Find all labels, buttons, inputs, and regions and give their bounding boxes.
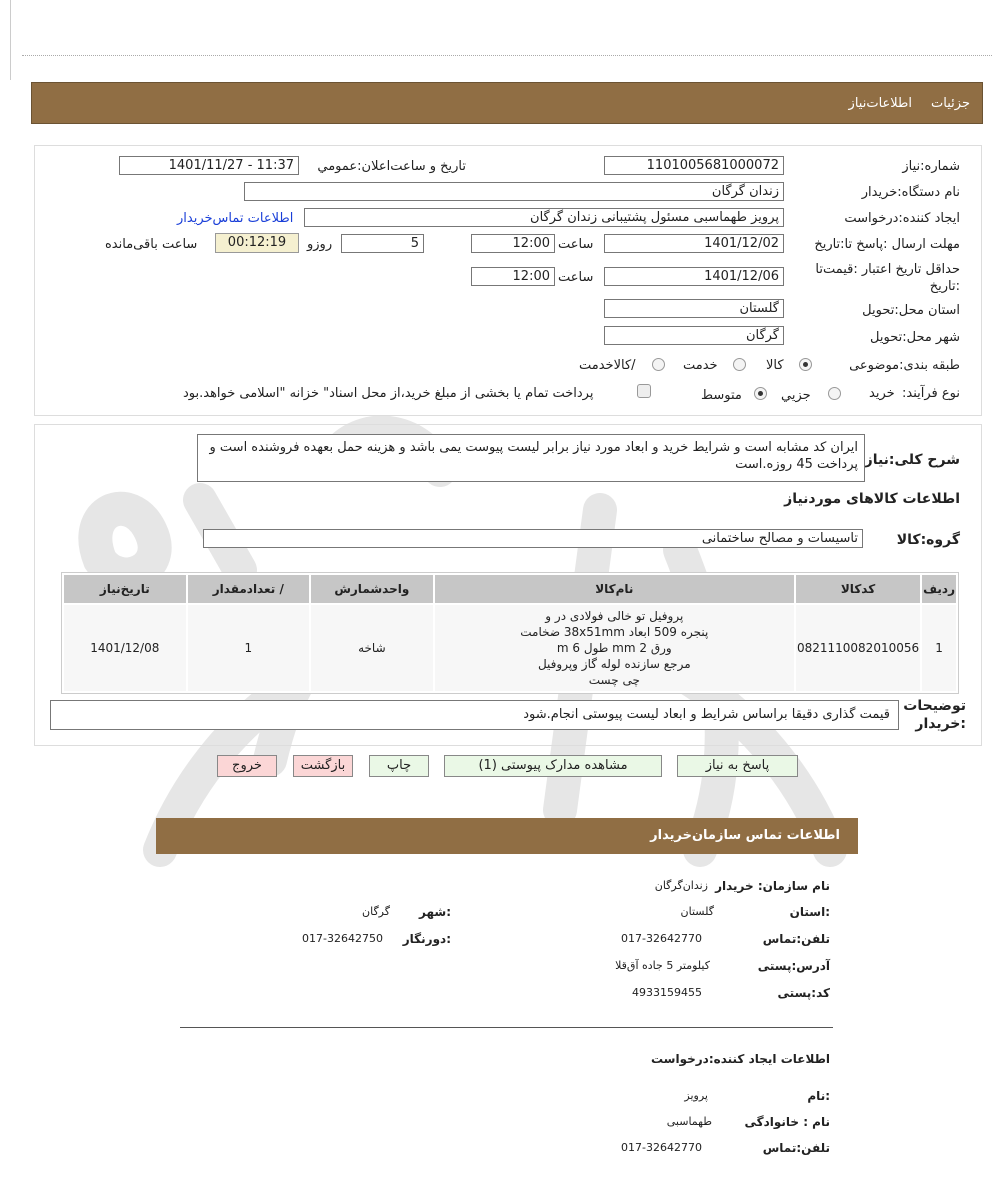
name-label: :نام <box>807 1089 830 1103</box>
buyer-notes-label-1: توضیحات <box>903 698 966 714</box>
process-medium-radio[interactable] <box>754 387 767 400</box>
description-box: ایران کد مشابه است و شرایط خرید و ابعاد مورد نیاز برابر لیست پیوست یمی باشد و هزینه حمل بعهده فروشنده است و پرداخت 45 روزه.است <box>197 434 865 482</box>
creator-phone-label: تلفن:تماس <box>762 1141 830 1155</box>
goods-group-label: گروه:کالا <box>896 532 960 548</box>
col-unit: واحدشمارش <box>311 575 433 603</box>
process-medium-label: متوسط <box>701 388 742 403</box>
announce-field: 1401/11/27 - 11:37 <box>119 156 299 175</box>
category-both-radio[interactable] <box>652 358 665 371</box>
cell-name-line: ورق 2 mm طول 6 m <box>556 641 672 655</box>
contact-header-bar <box>156 818 858 854</box>
creator-label: ایجاد کننده:درخواست <box>844 211 960 226</box>
treasury-payment-checkbox[interactable] <box>637 384 651 398</box>
cell-name-line: پنجره 509 ابعاد 38x51mm ضخامت <box>520 625 709 639</box>
validity-label-1: حداقل تاریخ اعتبار :قیمت‌تا <box>815 262 960 277</box>
province-field: گلستان <box>604 299 784 318</box>
city-contact-value: گرگان <box>362 905 390 918</box>
need-number-label: شماره:نیاز <box>902 159 960 174</box>
col-code: کدکالا <box>796 575 920 603</box>
col-name: نام‌کالا <box>435 575 794 603</box>
cell-code: 0821110082010056 <box>796 605 920 691</box>
back-button[interactable]: بازگشت <box>293 755 353 777</box>
col-date: تاریخ‌نیاز <box>64 575 186 603</box>
address-value: کیلومتر 5 جاده آق‌قلا <box>615 959 710 972</box>
fax-label: :دورنگار <box>402 932 451 946</box>
goods-section-title: اطلاعات کالاهای موردنیاز <box>784 491 960 507</box>
validity-label-2: :تاریخ <box>929 279 960 294</box>
category-label: طبقه بندی:موضوعی <box>849 358 960 373</box>
remaining-timer: 00:12:19 <box>215 233 299 253</box>
buyer-contact-link[interactable]: اطلاعات تماس‌خریدار <box>177 211 294 226</box>
city-contact-label: :شهر <box>419 905 451 919</box>
cell-unit: شاخه <box>311 605 433 691</box>
buyer-org-label: نام دستگاه:خریدار <box>861 185 960 200</box>
province-contact-label: :استان <box>789 905 830 919</box>
category-both-label: /کالاخدمت <box>579 358 636 373</box>
contact-divider <box>180 1027 833 1028</box>
buyer-org-field: زندان گرگان <box>244 182 784 201</box>
deadline-label: مهلت ارسال :پاسخ تا:تاریخ <box>814 237 960 252</box>
print-button[interactable]: چاپ <box>369 755 429 777</box>
days-label: روزو <box>307 237 333 252</box>
category-service-radio[interactable] <box>733 358 746 371</box>
reply-button[interactable]: پاسخ به نیاز <box>677 755 798 777</box>
fax-value: 017-32642750 <box>302 932 383 945</box>
goods-table <box>61 572 959 694</box>
process-minor-radio[interactable] <box>828 387 841 400</box>
deadline-date-field: 1401/12/02 <box>604 234 784 253</box>
name-value: پرویز <box>684 1089 708 1102</box>
remaining-label: ساعت باقی‌مانده <box>105 237 198 252</box>
col-index: ردیف <box>922 575 956 603</box>
process-buy-label: خرید <box>869 386 895 401</box>
cell-name <box>435 605 794 691</box>
org-value: زندان‌گرگان <box>654 879 708 892</box>
phone-value: 017-32642770 <box>621 932 702 945</box>
exit-button[interactable]: خروج <box>217 755 277 777</box>
phone-label: تلفن:تماس <box>762 932 830 946</box>
goods-group-field: تاسیسات و مصالح ساختمانی <box>203 529 863 548</box>
city-label: شهر محل:تحویل <box>870 330 960 345</box>
province-contact-value: گلستان <box>680 905 714 918</box>
cell-date: 1401/12/08 <box>64 605 186 691</box>
tab-need-info[interactable]: اطلاعات‌نیاز <box>848 96 912 111</box>
creator-field: پرویز طهماسبی مسئول پشتیبانی زندان گرگان <box>304 208 784 227</box>
province-label: استان محل:تحویل <box>862 303 960 318</box>
validity-time-field: 12:00 <box>471 267 555 286</box>
attachments-button[interactable]: مشاهده مدارک پیوستی (1) <box>444 755 662 777</box>
days-field: 5 <box>341 234 424 253</box>
buyer-notes-box: قیمت گذاری دقیقا براساس شرایط و ابعاد لیست پیوستی انجام.شود <box>50 700 899 730</box>
treasury-payment-note: پرداخت تمام یا بخشی از مبلغ خرید،از محل اسناد" خزانه "اسلامی خواهد.بود <box>183 386 594 401</box>
buyer-notes-label-2: :خریدار <box>915 716 966 732</box>
family-label: نام : خانوادگی <box>744 1115 830 1129</box>
validity-date-field: 1401/12/06 <box>604 267 784 286</box>
contact-title: اطلاعات تماس سازمان‌خریدار <box>650 828 840 843</box>
table-row <box>64 605 956 691</box>
city-field: گرگان <box>604 326 784 345</box>
description-label: شرح کلی:نیاز <box>864 452 960 468</box>
category-service-label: خدمت <box>683 358 718 373</box>
page-left-border <box>10 0 11 80</box>
cell-name-line: چی چست <box>588 673 640 687</box>
validity-time-label: ساعت <box>558 270 594 285</box>
cell-index: 1 <box>922 605 956 691</box>
cell-qty: 1 <box>188 605 309 691</box>
tab-details[interactable]: جزئیات <box>931 96 970 111</box>
process-label: نوع فرآیند: <box>902 386 960 401</box>
category-goods-label: کالا <box>766 358 784 373</box>
creator-phone-value: 017-32642770 <box>621 1141 702 1154</box>
col-qty: / تعدادمقدار <box>188 575 309 603</box>
need-number-field: 1101005681000072 <box>604 156 784 175</box>
cell-name-line: مرجع سازنده لوله گاز وپروفیل <box>537 657 691 671</box>
details-header-bar <box>31 82 983 124</box>
family-value: طهماسبی <box>666 1115 712 1128</box>
deadline-time-label: ساعت <box>558 237 594 252</box>
org-label: نام سازمان: خریدار <box>715 879 830 893</box>
goods-table-header <box>64 575 956 603</box>
deadline-time-field: 12:00 <box>471 234 555 253</box>
category-goods-radio[interactable] <box>799 358 812 371</box>
creator-info-title: اطلاعات ایجاد کننده:درخواست <box>650 1052 830 1066</box>
cell-name-line: پروفیل تو خالی فولادی در و <box>545 609 684 623</box>
announce-label: تاریخ و ساعت‌اعلان:عمومي <box>317 159 466 174</box>
top-divider <box>22 55 992 56</box>
process-minor-label: جزیي <box>781 388 811 403</box>
postal-label: کد:پستی <box>777 986 830 1000</box>
address-label: آدرس:پستی <box>757 959 830 973</box>
postal-value: 4933159455 <box>632 986 702 999</box>
